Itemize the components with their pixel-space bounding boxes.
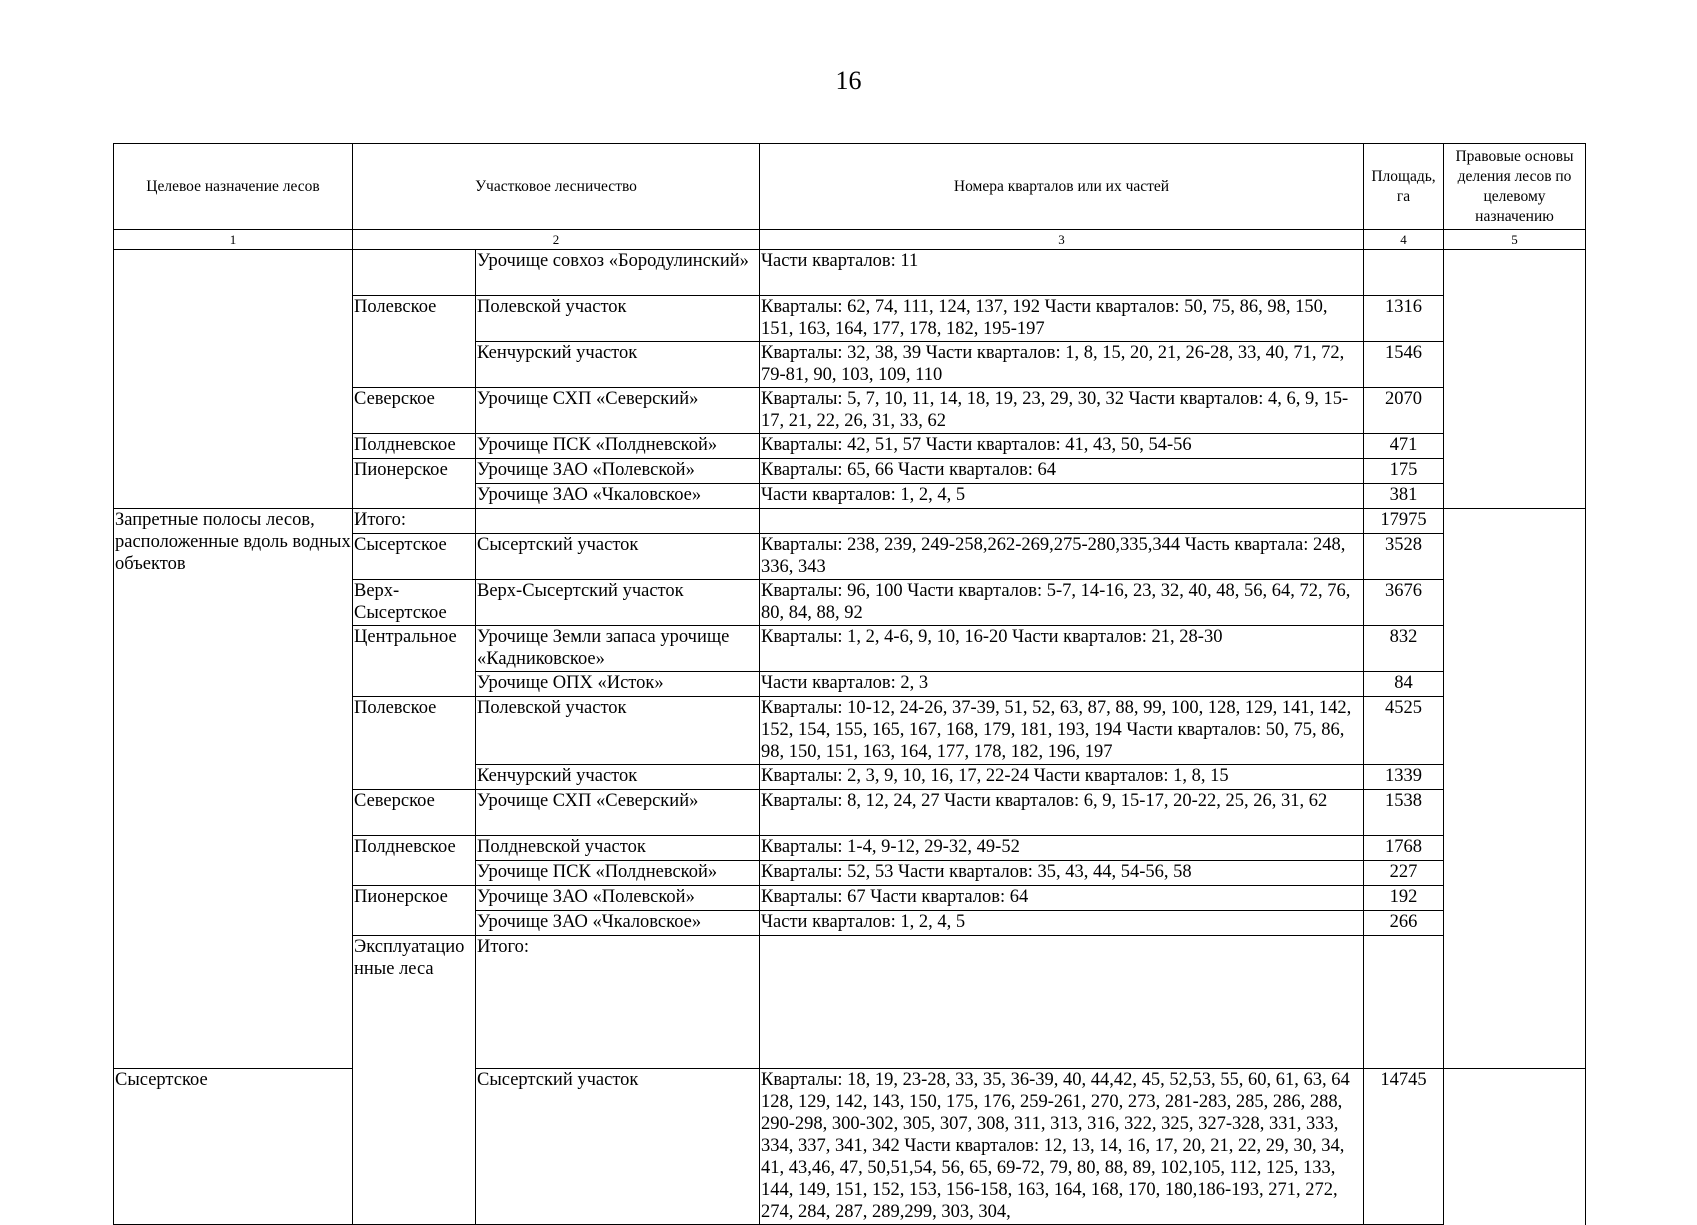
district-cell: Итого: <box>353 509 476 534</box>
area-cell: 14745 <box>1364 1069 1444 1225</box>
district-cell <box>353 250 476 296</box>
tract-cell: Полевской участок <box>476 697 760 765</box>
tract-cell: Полдневской участок <box>476 836 760 861</box>
quarters-cell: Кварталы: 10-12, 24-26, 37-39, 51, 52, 63, 87, 88, 99, 100, 128, 129, 141, 142, 152, 154, 155, 165, 167, 168, 179, 181, 193, 194 Части кварталов: 50, 75, 86, 98, 150, 151, 163, 164, 177, 178, 182, 196, 197 <box>760 697 1364 765</box>
quarters-cell: Кварталы: 18, 19, 23-28, 33, 35, 36-39, 40, 44,42, 45, 52,53, 55, 60, 61, 63, 64 128, 129, 142, 143, 150, 175, 176, 259-261, 270, 273, 281-283, 285, 286, 288, 290-298, 300-302, 305, 307, 308, 311, 313, 316, 322, 325, 327-328, 331, 333, 334, 337, 341, 342 Части кварталов: 12, 13, 14, 16, 17, 20, 21, 22, 29, 30, 34, 41, 43,46, 47, 50,51,54, 56, 65, 69-72, 79, 80, 88, 89, 102,105, 112, 125, 133, 144, 149, 151, 152, 153, 156-158, 163, 164, 168, 170, 180,186-193, 271, 272, 274, 284, 287, 289,299, 303, 304, <box>760 1069 1364 1225</box>
header-district: Участковое лесничество <box>353 144 760 230</box>
area-cell: 2070 <box>1364 388 1444 434</box>
area-cell: 1538 <box>1364 790 1444 836</box>
district-cell: Северское <box>353 388 476 434</box>
tract-cell: Сысертский участок <box>476 1069 760 1225</box>
area-cell: 266 <box>1364 911 1444 936</box>
area-cell: 4525 <box>1364 697 1444 765</box>
purpose-cell: Эксплуатационные леса <box>353 936 476 1225</box>
tract-cell: Урочище ЗАО «Чкаловское» <box>476 484 760 509</box>
quarters-cell: Кварталы: 96, 100 Части кварталов: 5-7, 14-16, 23, 32, 40, 48, 56, 64, 72, 76, 80, 84, 88, 92 <box>760 580 1364 626</box>
quarters-cell <box>1364 936 1444 1069</box>
tract-cell <box>476 509 760 534</box>
legal-basis-cell <box>1444 250 1586 509</box>
quarters-cell: Кварталы: 1, 2, 4-6, 9, 10, 16-20 Части кварталов: 21, 28-30 <box>760 626 1364 672</box>
quarters-cell: Части кварталов: 11 <box>760 250 1364 296</box>
header-area: Площадь, га <box>1364 144 1444 230</box>
forest-purpose-table <box>113 143 1586 1225</box>
district-cell: Полдневское <box>353 434 476 459</box>
district-cell: Центральное <box>353 626 476 697</box>
area-cell: 3528 <box>1364 534 1444 580</box>
purpose-cell <box>114 250 353 509</box>
header-row <box>114 144 1586 230</box>
tract-cell: Урочище ОПХ «Исток» <box>476 672 760 697</box>
tract-cell: Урочище ЗАО «Полевской» <box>476 459 760 484</box>
district-cell: Полевское <box>353 296 476 388</box>
area-cell: 84 <box>1364 672 1444 697</box>
area-cell: 175 <box>1364 459 1444 484</box>
table-row <box>114 509 1586 534</box>
header-quarters: Номера кварталов или их частей <box>760 144 1364 230</box>
tract-cell: Урочище совхоз «Бородулинский» <box>476 250 760 296</box>
quarters-cell: Кварталы: 238, 239, 249-258,262-269,275-280,335,344 Часть квартала: 248, 336, 343 <box>760 534 1364 580</box>
quarters-cell: Кварталы: 67 Части кварталов: 64 <box>760 886 1364 911</box>
area-cell: 832 <box>1364 626 1444 672</box>
purpose-cell: Запретные полосы лесов, расположенные вдоль водных объектов <box>114 509 353 1069</box>
tract-cell <box>760 936 1364 1069</box>
tract-cell: Урочище ПСК «Полдневской» <box>476 861 760 886</box>
tract-cell: Кенчурский участок <box>476 342 760 388</box>
quarters-cell: Кварталы: 32, 38, 39 Части кварталов: 1, 8, 15, 20, 21, 26-28, 33, 40, 71, 72, 79-81, 90, 103, 109, 110 <box>760 342 1364 388</box>
area-cell: 17975 <box>1364 509 1444 534</box>
column-number: 4 <box>1364 230 1444 250</box>
column-number: 3 <box>760 230 1364 250</box>
area-cell: 471 <box>1364 434 1444 459</box>
column-number: 1 <box>114 230 353 250</box>
quarters-cell: Части кварталов: 1, 2, 4, 5 <box>760 484 1364 509</box>
district-cell: Полевское <box>353 697 476 790</box>
column-number: 2 <box>353 230 760 250</box>
area-cell: 1546 <box>1364 342 1444 388</box>
tract-cell: Урочище СХП «Северский» <box>476 388 760 434</box>
header-purpose: Целевое назначение лесов <box>114 144 353 230</box>
column-number-row <box>114 230 1586 250</box>
tract-cell: Урочище ЗАО «Полевской» <box>476 886 760 911</box>
quarters-cell: Кварталы: 62, 74, 111, 124, 137, 192 Части кварталов: 50, 75, 86, 98, 150, 151, 163, 164, 177, 178, 182, 195-197 <box>760 296 1364 342</box>
district-cell: Сысертское <box>353 534 476 580</box>
tract-cell: Сысертский участок <box>476 534 760 580</box>
district-cell: Сысертское <box>114 1069 353 1225</box>
quarters-cell: Кварталы: 52, 53 Части кварталов: 35, 43, 44, 54-56, 58 <box>760 861 1364 886</box>
area-cell: 1768 <box>1364 836 1444 861</box>
quarters-cell: Кварталы: 2, 3, 9, 10, 16, 17, 22-24 Части кварталов: 1, 8, 15 <box>760 765 1364 790</box>
table-row <box>114 1069 1586 1225</box>
quarters-cell <box>760 509 1364 534</box>
district-cell: Полдневское <box>353 836 476 886</box>
area-cell: 1339 <box>1364 765 1444 790</box>
area-cell: 1316 <box>1364 296 1444 342</box>
quarters-cell: Кварталы: 65, 66 Части кварталов: 64 <box>760 459 1364 484</box>
column-number: 5 <box>1444 230 1586 250</box>
header-legal-basis: Правовые основы деления лесов по целевому назначению <box>1444 144 1586 230</box>
tract-cell: Верх-Сысертский участок <box>476 580 760 626</box>
district-cell: Северское <box>353 790 476 836</box>
quarters-cell: Кварталы: 8, 12, 24, 27 Части кварталов: 6, 9, 15-17, 20-22, 25, 26, 31, 62 <box>760 790 1364 836</box>
quarters-cell: Кварталы: 42, 51, 57 Части кварталов: 41, 43, 50, 54-56 <box>760 434 1364 459</box>
tract-cell: Урочище ПСК «Полдневской» <box>476 434 760 459</box>
area-cell: 381 <box>1364 484 1444 509</box>
area-cell: 192 <box>1364 886 1444 911</box>
tract-cell: Урочище СХП «Северский» <box>476 790 760 836</box>
tract-cell: Урочище Земли запаса урочище «Кадниковское» <box>476 626 760 672</box>
district-cell: Пионерское <box>353 459 476 509</box>
tract-cell: Полевской участок <box>476 296 760 342</box>
quarters-cell: Кварталы: 1-4, 9-12, 29-32, 49-52 <box>760 836 1364 861</box>
quarters-cell: Части кварталов: 2, 3 <box>760 672 1364 697</box>
legal-basis-cell <box>1444 509 1586 1069</box>
district-cell: Итого: <box>476 936 760 1069</box>
tract-cell: Кенчурский участок <box>476 765 760 790</box>
quarters-cell: Части кварталов: 1, 2, 4, 5 <box>760 911 1364 936</box>
area-cell: 3676 <box>1364 580 1444 626</box>
area-cell <box>1364 250 1444 296</box>
tract-cell: Урочище ЗАО «Чкаловское» <box>476 911 760 936</box>
area-cell: 227 <box>1364 861 1444 886</box>
district-cell: Пионерское <box>353 886 476 936</box>
quarters-cell: Кварталы: 5, 7, 10, 11, 14, 18, 19, 23, 29, 30, 32 Части кварталов: 4, 6, 9, 15-17, 21, 22, 26, 31, 33, 62 <box>760 388 1364 434</box>
table-row <box>114 250 1586 296</box>
district-cell: Верх-Сысертское <box>353 580 476 626</box>
page-number: 16 <box>835 66 862 95</box>
